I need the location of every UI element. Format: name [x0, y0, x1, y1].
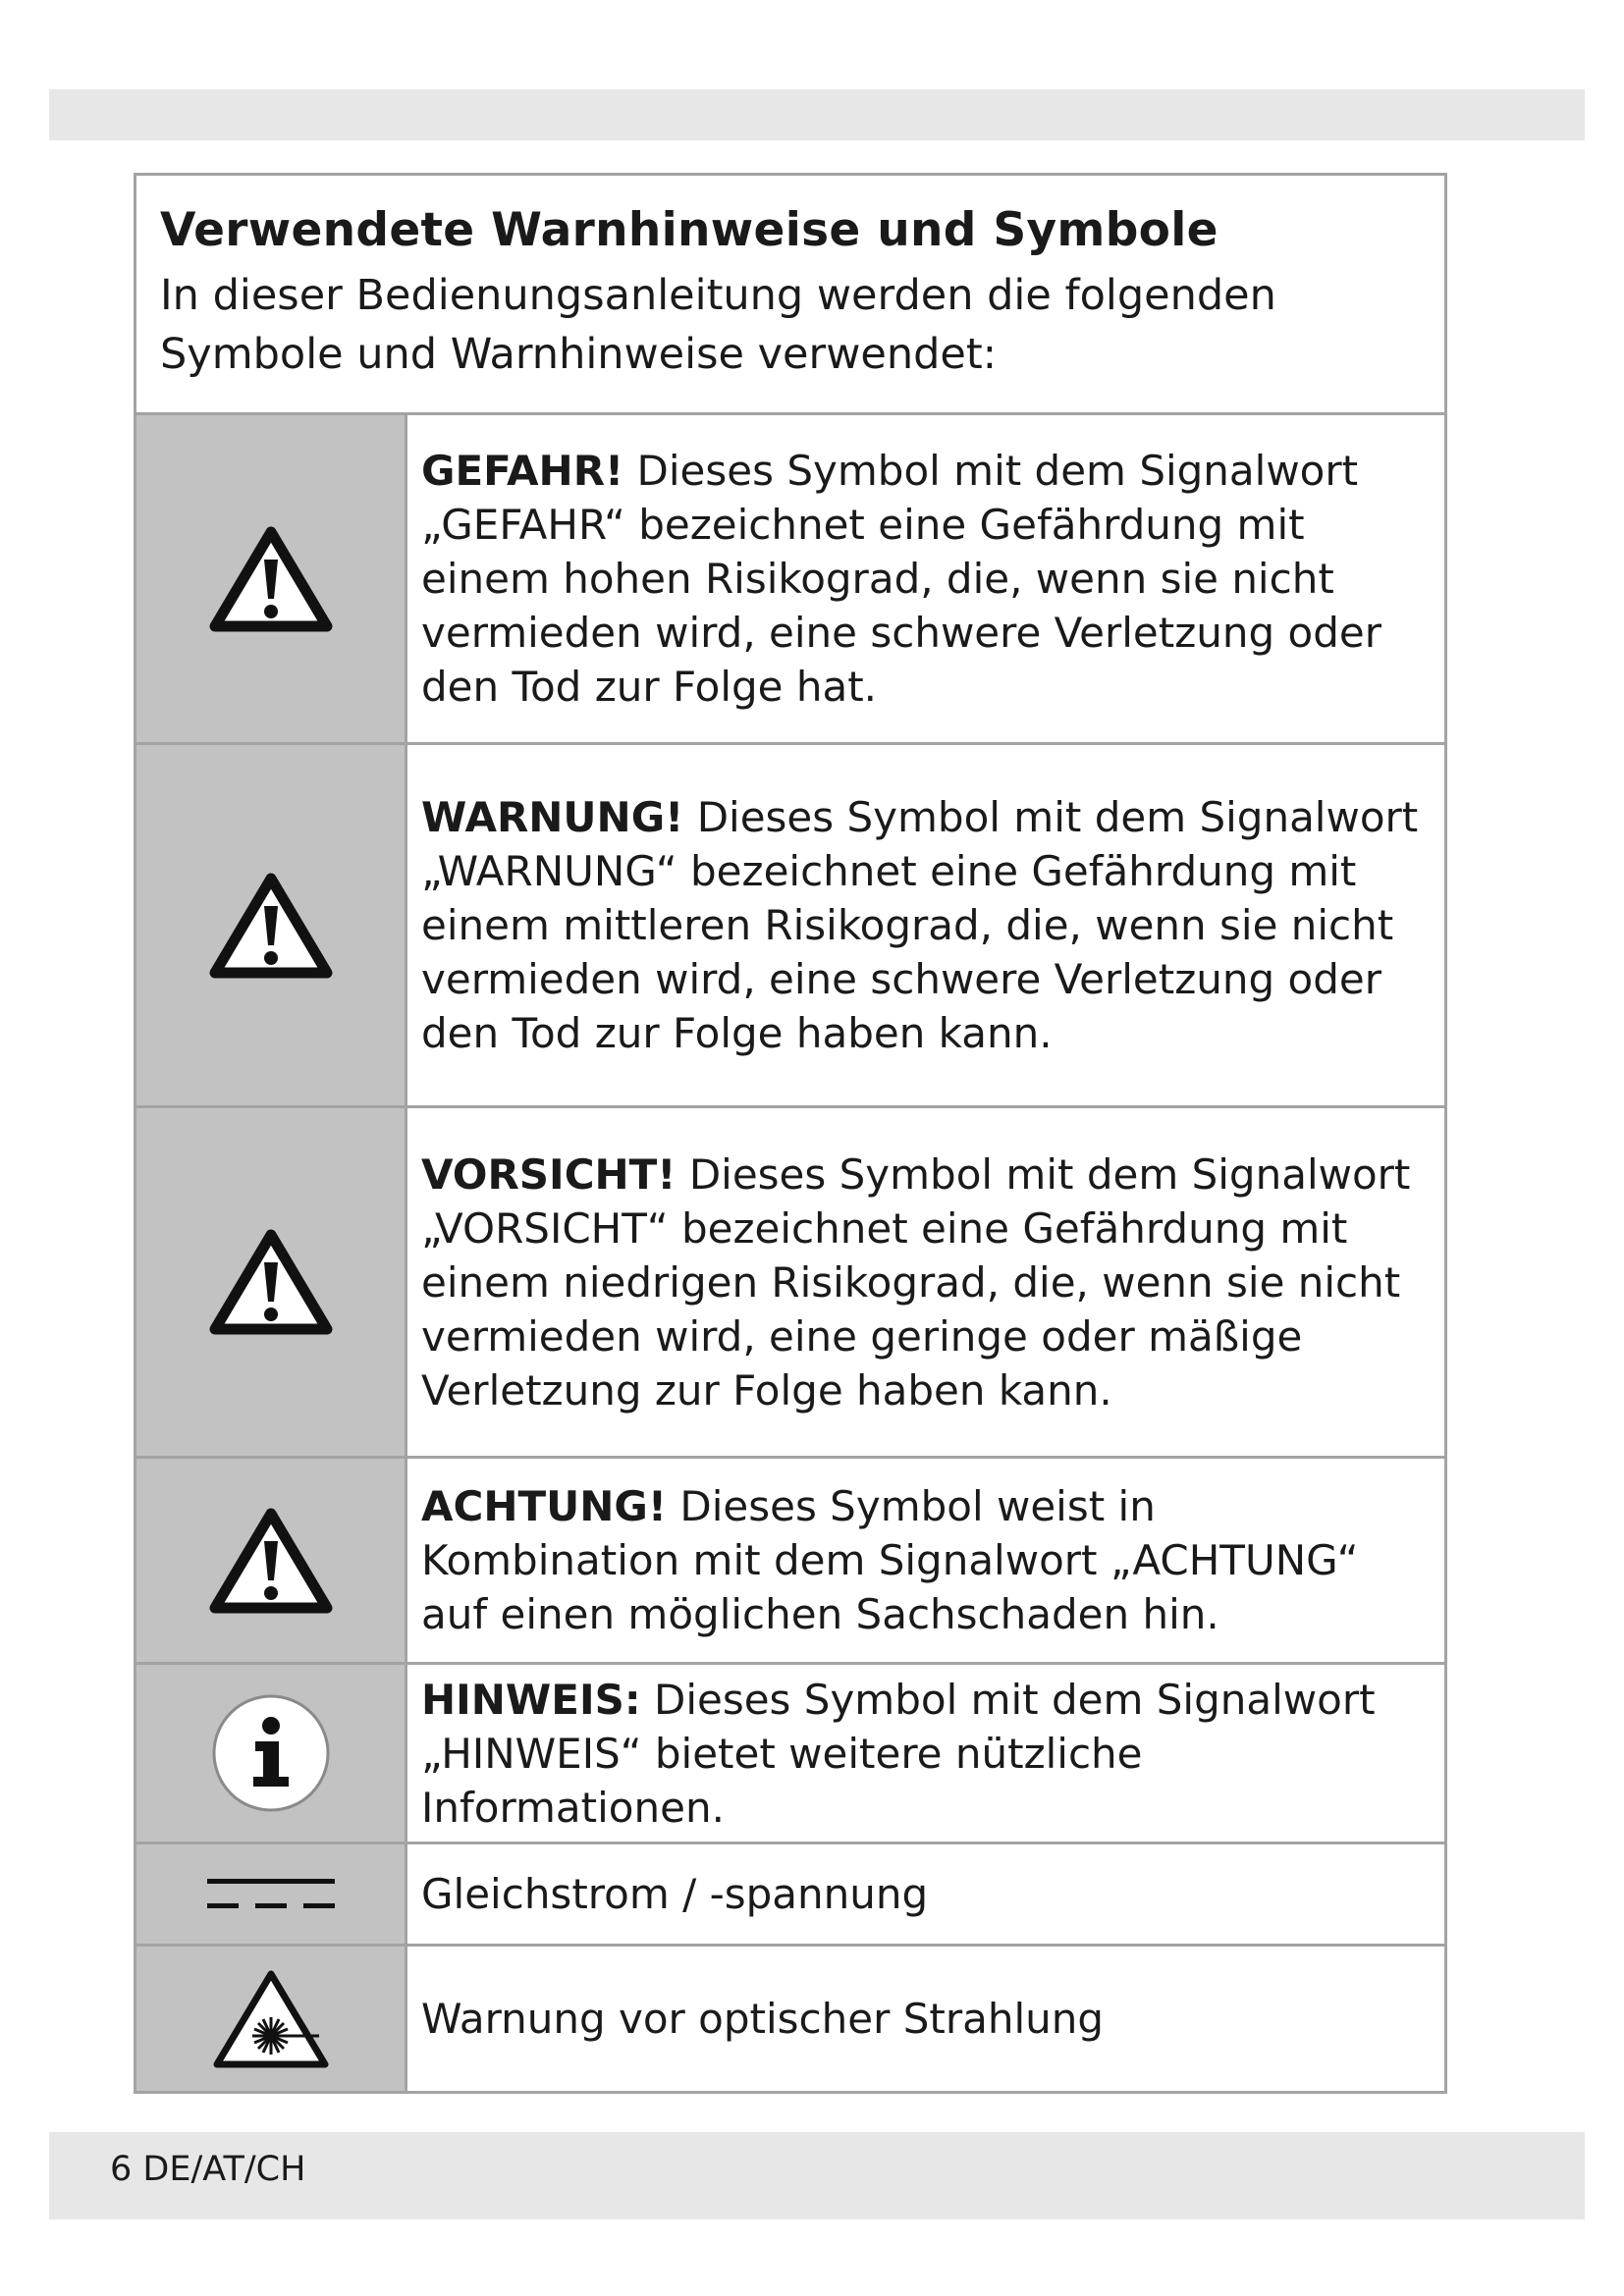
table-row-vorsicht [136, 1108, 1444, 1459]
symbol-cell [136, 1459, 407, 1662]
table-row-hinweis [136, 1665, 1444, 1844]
description-text: Dieses Symbol mit dem Signalwort „VORSICHT“ bezeichnet eine Gefährdung mit einem niedrigen Risikograd, die, wenn sie nicht vermieden wird, eine geringe oder mäßige Verletzung zur Folge haben kann. [421, 1149, 1411, 1415]
description-text: Dieses Symbol weist in Kombination mit dem Signalwort „ACHTUNG“ auf einen möglichen Sachschaden hin. [421, 1482, 1359, 1638]
top-bar [49, 89, 1585, 140]
symbols-table [134, 173, 1447, 2094]
table-row-optische-strahlung [136, 1947, 1444, 2091]
table-row-warnung [136, 745, 1444, 1108]
info-icon [210, 1692, 332, 1814]
signal-word: ACHTUNG! [421, 1482, 668, 1530]
page-number: 6 DE/AT/CH [110, 2150, 306, 2189]
optical-radiation-icon [209, 1966, 333, 2072]
description-cell [407, 1844, 1444, 1944]
description-text: Gleichstrom / -spannung [421, 1870, 929, 1918]
table-row-gefahr [136, 415, 1444, 745]
signal-word: HINWEIS: [421, 1675, 641, 1724]
warning-triangle-icon [207, 1225, 335, 1339]
intro-text: In dieser Bedienungsanleitung werden die folgenden Symbole und Warnhinweise verwendet: [160, 271, 1276, 379]
warning-triangle-icon [207, 1504, 335, 1618]
description-text: Dieses Symbol mit dem Signalwort „WARNUNG“ bezeichnet eine Gefährdung mit einem mittleren Risikograd, die, wenn sie nicht vermieden wird, eine schwere Verletzung oder den Tod zur Folge haben kann. [421, 793, 1419, 1057]
symbol-cell [136, 745, 407, 1105]
description-cell [407, 1947, 1444, 2091]
direct-current-icon [205, 1875, 337, 1914]
description-cell [407, 415, 1444, 742]
description-cell [407, 745, 1444, 1105]
description-cell [407, 1108, 1444, 1456]
description-text: Warnung vor optischer Strahlung [421, 1995, 1105, 2043]
symbol-cell [136, 1665, 407, 1842]
symbol-cell [136, 1947, 407, 2091]
description-text: Dieses Symbol mit dem Signalwort „HINWEIS“ bietet weitere nützliche Informationen. [421, 1675, 1376, 1832]
section-title: Verwendete Warnhinweise und Symbole [160, 203, 1218, 257]
description-cell [407, 1459, 1444, 1662]
table-row-achtung [136, 1459, 1444, 1665]
table-row-gleichstrom [136, 1844, 1444, 1947]
warning-triangle-icon [207, 869, 335, 983]
symbol-cell [136, 415, 407, 742]
intro-section [136, 176, 1444, 415]
warning-triangle-icon [207, 522, 335, 636]
symbol-cell [136, 1844, 407, 1944]
signal-word: VORSICHT! [421, 1149, 677, 1199]
description-cell [407, 1665, 1444, 1842]
description-text: Dieses Symbol mit dem Signalwort „GEFAHR“ bezeichnet eine Gefährdung mit einem hohen Risikograd, die, wenn sie nicht vermieden wird, eine schwere Verletzung oder den Tod zur Folge hat. [421, 447, 1381, 711]
signal-word: WARNUNG! [421, 793, 684, 841]
symbol-cell [136, 1108, 407, 1456]
signal-word: GEFAHR! [421, 447, 624, 495]
